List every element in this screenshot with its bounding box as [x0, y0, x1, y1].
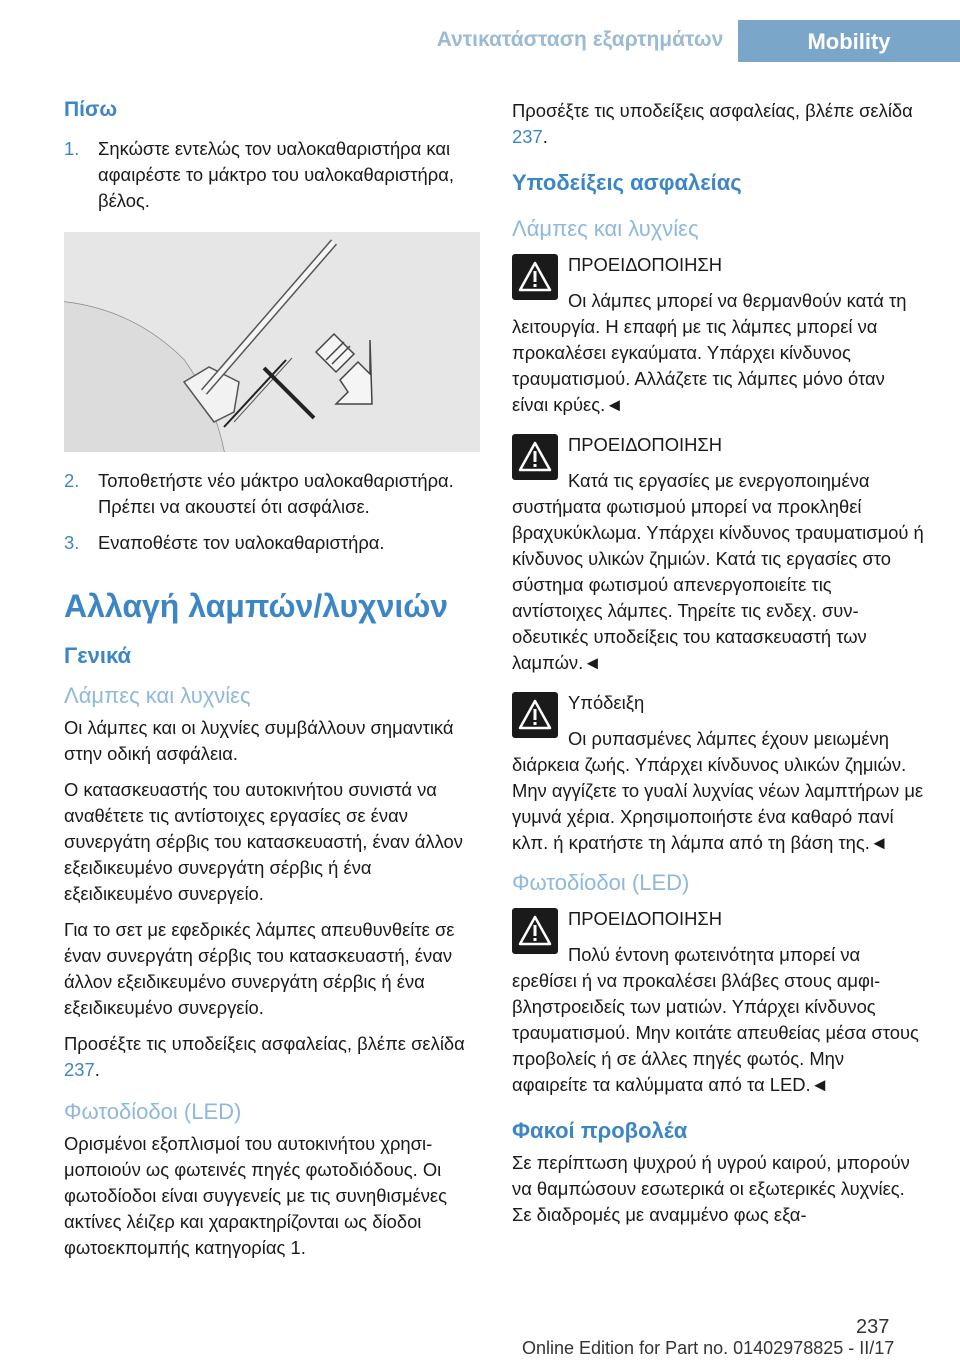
note-text: Οι ρυπασμένες λάμπες έχουν μειωμένη διάρκεια ζωής. Υπάρχει κίνδυνος υλικών ζημιών. Μην αγγίζετε το γυαλί λυχνίας νέων λαμπτήρων με γυμνά χέρια. Χρησιμοποιήστε ένα καθαρό πανί κλπ. ή κρατήστε τη λάμπα από τη βάση της.◄: [512, 728, 924, 853]
header-section-title: Αντικατάσταση εξαρτημάτων: [436, 28, 724, 51]
paragraph: Οι λάμπες και οι λυχνίες συμβάλλουν σημαντικά στην οδική ασφάλεια.: [64, 717, 454, 764]
step-item: [64, 530, 482, 556]
led-heading: Φωτοδίοδοι (LED): [512, 870, 690, 895]
warning-title: ΠΡΟΕΙΔΟΠΟΙΗΣΗ: [568, 254, 723, 275]
header-tab-mobility: Mobility: [738, 20, 960, 62]
safety-heading: Υποδείξεις ασφαλείας: [512, 170, 742, 195]
paragraph-text: Προσέξτε τις υποδείξεις ασφαλείας, βλέπε σελίδα: [64, 1033, 465, 1054]
paragraph-text: Προσέξτε τις υποδείξεις ασφαλείας, βλέπε σελίδα: [512, 100, 913, 121]
right-column: [512, 98, 924, 1238]
warning-icon: [512, 692, 558, 738]
warning-text: Κατά τις εργασίες με ενεργοποιημένα συστήματα φωτισμού μπορεί να προκληθεί βραχυκύκλωμα. Υπάρχει κίνδυνος τραυματισμού ή κίνδυνος υλικών ζημιών. Κατά τις εργασίες στο σύστημα φωτισμού απενεργοποιείτε τις αντίστοιχες λάμπες. Τηρείτε τις ενδεχ. συνοδευτικές υποδείξεις του κατασκευαστή των λαμπών.◄: [512, 470, 924, 673]
paragraph: [64, 1031, 482, 1083]
led-heading: Φωτοδίοδοι (LED): [64, 1099, 242, 1124]
paragraph: Ορισμένοι εξοπλισμοί του αυτοκινήτου χρησιμοποιούν ως φωτεινές πηγές φωτοδιόδους. Οι φωτοδίοδοι είναι συγγενείς με τις συνηθισμένες ακτίνες λέιζερ και χαρακτηρίζονται ως δίοδοι φωτοεκπομπής κατηγορίας 1.: [64, 1133, 447, 1258]
steps-list-a: [64, 136, 482, 214]
warning-title: ΠΡΟΕΙΔΟΠΟΙΗΣΗ: [568, 908, 723, 929]
step-item: [64, 136, 482, 214]
step-text: Τοποθετήστε νέο μάκτρο υαλοκαθαριστήρα. Πρέπει να ακουστεί ότι ασφάλισε.: [98, 470, 454, 517]
note-title: Υπόδειξη: [568, 692, 645, 713]
lamps-change-heading: Αλλαγή λαμπών/λυχνιών: [64, 588, 449, 624]
paragraph: Σε περίπτωση ψυχρού ή υγρού καιρού, μπορούν να θαμπώσουν εσωτερικά οι εξωτερικές λυχνίες. Σε διαδρομές με αναμμένο φως εξα-: [512, 1152, 910, 1225]
warning-text: Οι λάμπες μπορεί να θερμανθούν κατά τη λειτουργία. Η επαφή με τις λάμπες μπορεί να προκαλέσει εγκαύματα. Υπάρχει κίνδυνος τραυματισμού. Αλλάζετε τις λάμπες μόνο όταν είναι κρύες.◄: [512, 290, 907, 415]
wiper-figure: [64, 232, 480, 452]
warning-icon: [512, 254, 558, 300]
paragraph-text: .: [542, 126, 548, 147]
step-number: 1.: [64, 138, 80, 159]
page-header: [0, 0, 960, 62]
rear-heading: Πίσω: [64, 98, 118, 121]
step-text: Εναποθέστε τον υαλοκαθαριστήρα.: [98, 532, 385, 553]
step-number: 2.: [64, 470, 80, 491]
headlights-heading: Φακοί προβολέα: [512, 1118, 688, 1143]
paragraph-text: .: [94, 1059, 100, 1080]
page-number: 237: [856, 1316, 890, 1338]
lamps-subheading: Λάμπες και λυχνίες: [512, 216, 699, 241]
step-item: [64, 468, 482, 520]
warning-box: [512, 906, 924, 1098]
lamps-subheading: Λάμπες και λυχνίες: [64, 683, 251, 708]
note-box: [512, 690, 924, 856]
warning-title: ΠΡΟΕΙΔΟΠΟΙΗΣΗ: [568, 434, 723, 455]
steps-list-b: [64, 468, 482, 556]
page-link[interactable]: 237: [64, 1059, 95, 1080]
general-heading: Γενικά: [64, 643, 132, 668]
warning-icon: [512, 434, 558, 480]
paragraph: Ο κατασκευαστής του αυτοκινήτου συνιστά να αναθέτετε τις αντίστοιχες εργασίες σε έναν συνεργάτη σέρβις του κατασκευαστή, έναν άλλον εξειδικευμένο συνεργάτη σέρβις ή ένα εξειδικευμένο συνεργείο.: [64, 779, 463, 904]
step-text: Σηκώστε εντελώς τον υαλοκαθαριστήρα και αφαιρέστε το μάκτρο του υαλοκαθαριστήρα, βέλος.: [98, 138, 454, 211]
left-column: [64, 98, 482, 1271]
warning-box: [512, 252, 924, 418]
step-number: 3.: [64, 532, 80, 553]
warning-box: [512, 432, 924, 676]
warning-icon: [512, 908, 558, 954]
warning-text: Πολύ έντονη φωτεινότητα μπορεί να ερεθίσει ή να προκαλέσει βλάβες στους αμφιβληστροειδείς των ματιών. Υπάρχει κίνδυνος τραυματισμού. Μην κοιτάτε απευθείας μέσα στους προβολείς ή σε άλλες πηγές φωτός. Μην αφαιρείτε τα καλύμματα από τα LED.◄: [512, 944, 919, 1095]
wiper-illustration: [64, 232, 480, 452]
paragraph: Για το σετ με εφεδρικές λάμπες απευθυνθείτε σε έναν συνεργάτη σέρβις του κατασκευαστή, έναν άλλον εξειδικευμένο συνεργάτη σέρβις ή ένα εξειδικευμένο συνεργείο.: [64, 919, 455, 1018]
footer-edition: Online Edition for Part no. 01402978825 - II/17: [522, 1338, 895, 1358]
paragraph: [512, 98, 924, 150]
page-link[interactable]: 237: [512, 126, 543, 147]
